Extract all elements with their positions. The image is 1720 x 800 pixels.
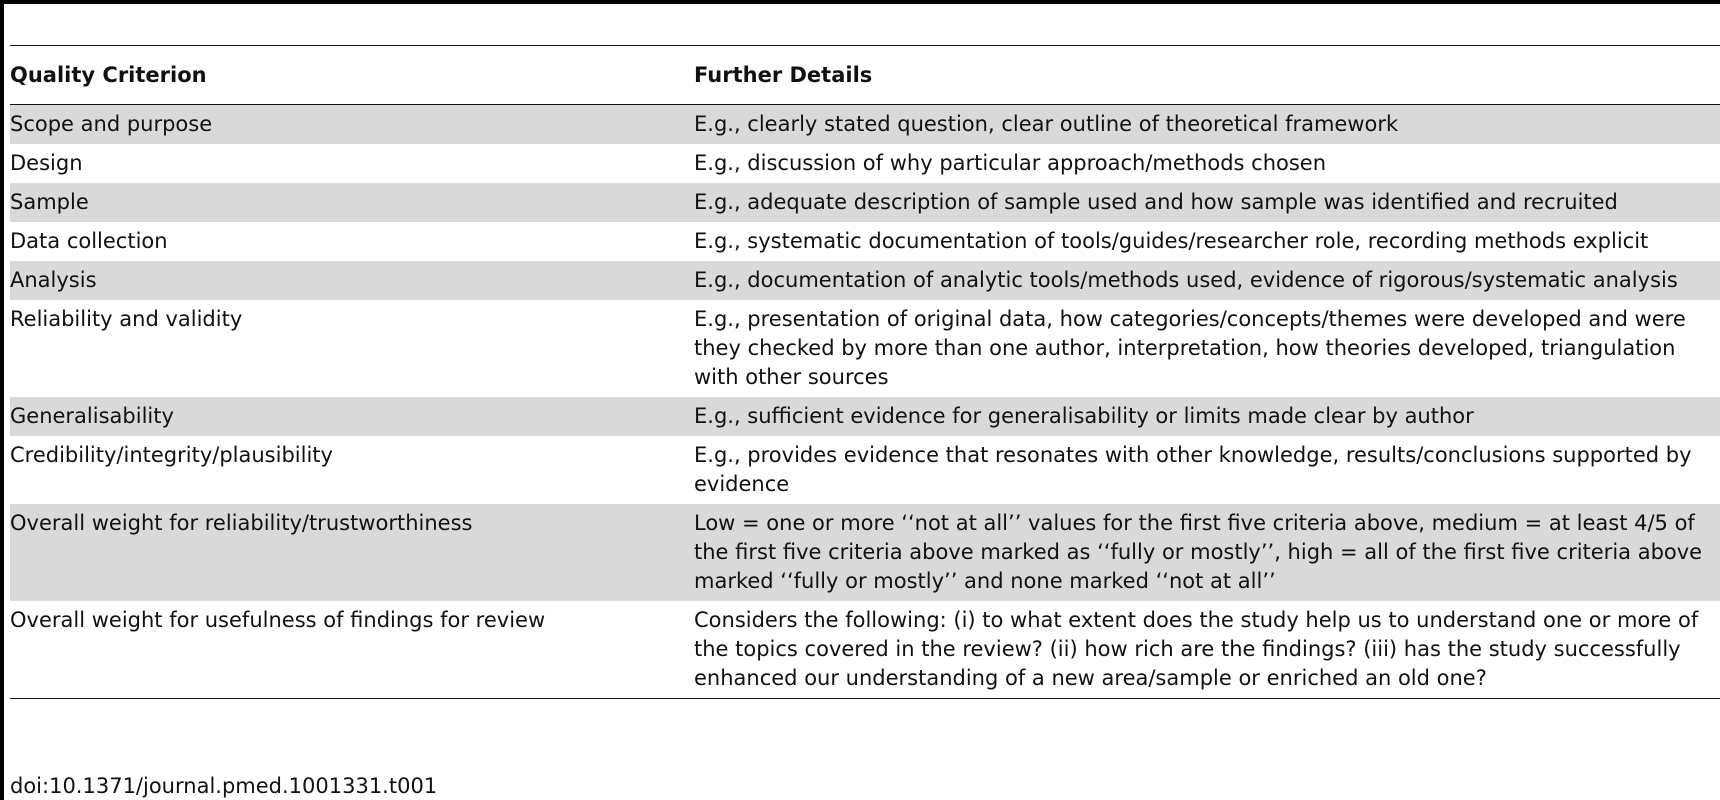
header-row <box>10 46 1720 105</box>
left-border-rule <box>0 0 4 800</box>
criterion-cell: Design <box>10 151 83 175</box>
table-header <box>10 46 1720 105</box>
criterion-cell: Credibility/integrity/plausibility <box>10 443 333 467</box>
table-body <box>10 105 1720 699</box>
table-row <box>10 222 1720 261</box>
table-row <box>10 300 1720 397</box>
details-cell: Low = one or more ‘‘not at all’’ values for the first five criteria above, medium = at least 4/5 of the first five criteria above marked as ‘‘fully or mostly’’, high = all of the first five criteria above marked ‘‘fully or mostly’’ and none marked ‘‘not at all’’ <box>694 504 1720 601</box>
details-cell: E.g., systematic documentation of tools/guides/researcher role, recording methods explicit <box>694 229 1649 253</box>
details-cell: E.g., sufficient evidence for generalisability or limits made clear by author <box>694 397 1720 436</box>
table-row <box>10 436 1720 504</box>
criterion-cell: Overall weight for usefulness of findings for review <box>10 608 546 632</box>
criterion-cell: Scope and purpose <box>10 105 694 145</box>
column-header-criterion: Quality Criterion <box>10 62 207 87</box>
table-row <box>10 504 1720 601</box>
table-row <box>10 261 1720 300</box>
details-cell: E.g., discussion of why particular approach/methods chosen <box>694 151 1327 175</box>
table-doi: doi:10.1371/journal.pmed.1001331.t001 <box>10 774 438 798</box>
quality-criteria-table-container <box>10 45 1720 699</box>
criterion-cell: Analysis <box>10 261 694 300</box>
criterion-cell: Sample <box>10 183 694 222</box>
table-row <box>10 105 1720 145</box>
table-row <box>10 144 1720 183</box>
details-cell: E.g., adequate description of sample used and how sample was identified and recruited <box>694 183 1720 222</box>
criterion-cell: Data collection <box>10 229 168 253</box>
table-row <box>10 183 1720 222</box>
details-cell: Considers the following: (i) to what extent does the study help us to understand one or more of the topics covered in the review? (ii) how rich are the findings? (iii) has the study successfully enhanced our understanding of a new area/sample or enriched an old one? <box>694 608 1699 690</box>
criterion-cell: Reliability and validity <box>10 307 243 331</box>
details-cell: E.g., provides evidence that resonates with other knowledge, results/conclusions supported by evidence <box>694 443 1692 496</box>
criterion-cell: Generalisability <box>10 397 694 436</box>
details-cell: E.g., clearly stated question, clear outline of theoretical framework <box>694 105 1720 145</box>
table-row <box>10 601 1720 699</box>
details-cell: E.g., documentation of analytic tools/methods used, evidence of rigorous/systematic analysis <box>694 261 1720 300</box>
criterion-cell: Overall weight for reliability/trustworthiness <box>10 504 694 601</box>
quality-criteria-table <box>10 45 1720 699</box>
table-row <box>10 397 1720 436</box>
top-border-rule <box>0 0 1720 4</box>
column-header-details: Further Details <box>694 62 873 87</box>
details-cell: E.g., presentation of original data, how categories/concepts/themes were developed and were they checked by more than one author, interpretation, how theories developed, triangulation with other sources <box>694 307 1686 389</box>
